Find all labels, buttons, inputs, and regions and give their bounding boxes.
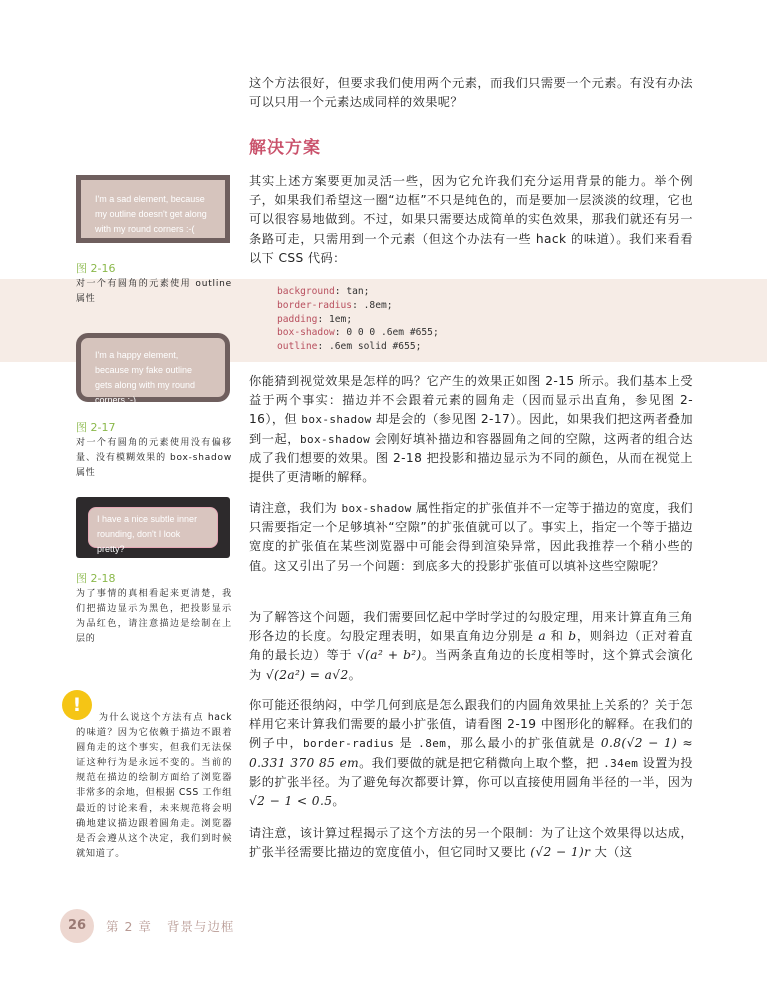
figure-2-18-caption: 为了事情的真相看起来更清楚，我们把描边显示为黑色，把投影显示为品红色，请注意描边是绘制在上层的 <box>76 589 232 644</box>
page-number: 26 <box>60 909 94 943</box>
code-line: outline: .6em solid #655; <box>277 341 422 353</box>
intro-paragraph: 这个方法很好，但要求我们使用两个元素，而我们只需要一个元素。有没有办法可以只用一个元素达成同样的效果呢？ <box>249 76 693 110</box>
figure-2-17-label: 图 2-17 <box>76 421 116 434</box>
paragraph-4: 为了解答这个问题，我们需要回忆起中学时学过的勾股定理，用来计算直角三角形各边的长度。勾股定理表明，如果直角边分别是 a 和 b，则斜边（正对着直角的最长边）等于 √(a² + b²)。当两条直角边的长度相等时，这个算式会演化为 √(2a²) = a√2。 <box>249 610 694 682</box>
figure-2-17-demo: I'm a happy element, because my fake outline gets along with my round corners :-) <box>76 333 230 402</box>
figure-2-16-demo: I'm a sad element, because my outline doesn't get along with my round corners :-( <box>76 175 230 243</box>
paragraph-6: 请注意，该计算过程揭示了这个方法的另一个限制：为了让这个效果得以达成，扩张半径需要比描边的宽度值小，但它同时又要比 (√2 − 1)r 大（这 <box>249 826 693 860</box>
figure-2-17-caption: 对一个有圆角的元素使用没有偏移量、没有模糊效果的 box-shadow 属性 <box>76 438 232 478</box>
chapter-title: 第 2 章 背景与边框 <box>106 919 235 934</box>
css-code-block <box>249 279 693 362</box>
figure-2-16-caption: 对一个有圆角的元素使用 outline 属性 <box>76 279 232 304</box>
code-line: box-shadow: 0 0 0 .6em #655; <box>277 327 439 339</box>
code-line: border-radius: .8em; <box>277 299 393 311</box>
code-line: background: tan; <box>277 286 370 297</box>
paragraph-2: 你能猜到视觉效果是怎样的吗？它产生的效果正如图 2-15 所示。我们基本上受益于两个事实：描边并不会跟着元素的圆角走（因而显示出直角，参见图 2-16），但 box-shadow 却是会的（参见图 2-17）。因此，如果我们把这两者叠加到一起，box-shadow 会刚好填补描边和容器圆角之间的空隙，这两者的组合达成了我们想要的效果。图 2-18 把投影和描边显示为不同的颜色，从而在视觉上提供了更清晰的解释。 <box>249 374 693 485</box>
code-line: padding: 1em; <box>277 313 353 325</box>
figure-2-18-inner: I have a nice subtle inner rounding, don't I look pretty? <box>88 507 218 548</box>
paragraph-1: 其实上述方案要更加灵活一些，因为它允许我们充分运用背景的能力。举个例子，如果我们希望这一圈“边框”不只是纯色的，而是要加一层淡淡的纹理，它也可以很容易地做到。不过，如果只需要达成简单的实色效果，那我们就还有另一条路可走，只需用到一个元素（但这个办法有一些 hack 的味道）。我们来看看以下 CSS 代码： <box>249 174 693 265</box>
figure-2-18-demo <box>76 497 230 558</box>
paragraph-3: 请注意，我们为 box-shadow 属性指定的扩张值并不一定等于描边的宽度，我们只需要指定一个足够填补“空隙”的扩张值就可以了。事实上，指定一个等于描边宽度的扩张值在某些浏览器中可能会得到渲染异常，因此我推荐一个稍小些的值。这又引出了另一个问题：到底多大的投影扩张值可以填补这些空隙呢？ <box>249 501 693 573</box>
warning-icon: ! <box>62 690 92 720</box>
figure-2-18-label: 图 2-18 <box>76 572 116 585</box>
section-heading: 解决方案 <box>249 138 321 158</box>
paragraph-5: 你可能还很纳闷，中学几何到底是怎么跟我们的内圆角效果扯上关系的？关于怎样用它来计算我们需要的最小扩张值，请看图 2-19 中图形化的解释。在我们的例子中，border-radius 是 .8em，那么最小的扩张值就是 0.8(√2 − 1) ≈ 0.331 370 85 em。我们要做的就是把它稍微向上取个整，把 .34em 设置为投影的扩张半径。为了避免每次都要计算，你可以直接使用圆角半径的一半，因为 √2 − 1 < 0.5。 <box>249 698 693 809</box>
figure-2-16-label: 图 2-16 <box>76 262 116 275</box>
side-note: 为什么说这个方法有点 hack 的味道？因为它依赖于描边不跟着圆角走的这个事实，但我们无法保证这种行为是永远不变的。当前的规范在描边的绘制方面给了浏览器非常多的余地，但根据 CSS 工作组最近的讨论来看，未来规范将会明确地建议描边跟着圆角走。浏览器是否会遵从这个决定，我们到时候就知道了。 <box>76 712 232 859</box>
